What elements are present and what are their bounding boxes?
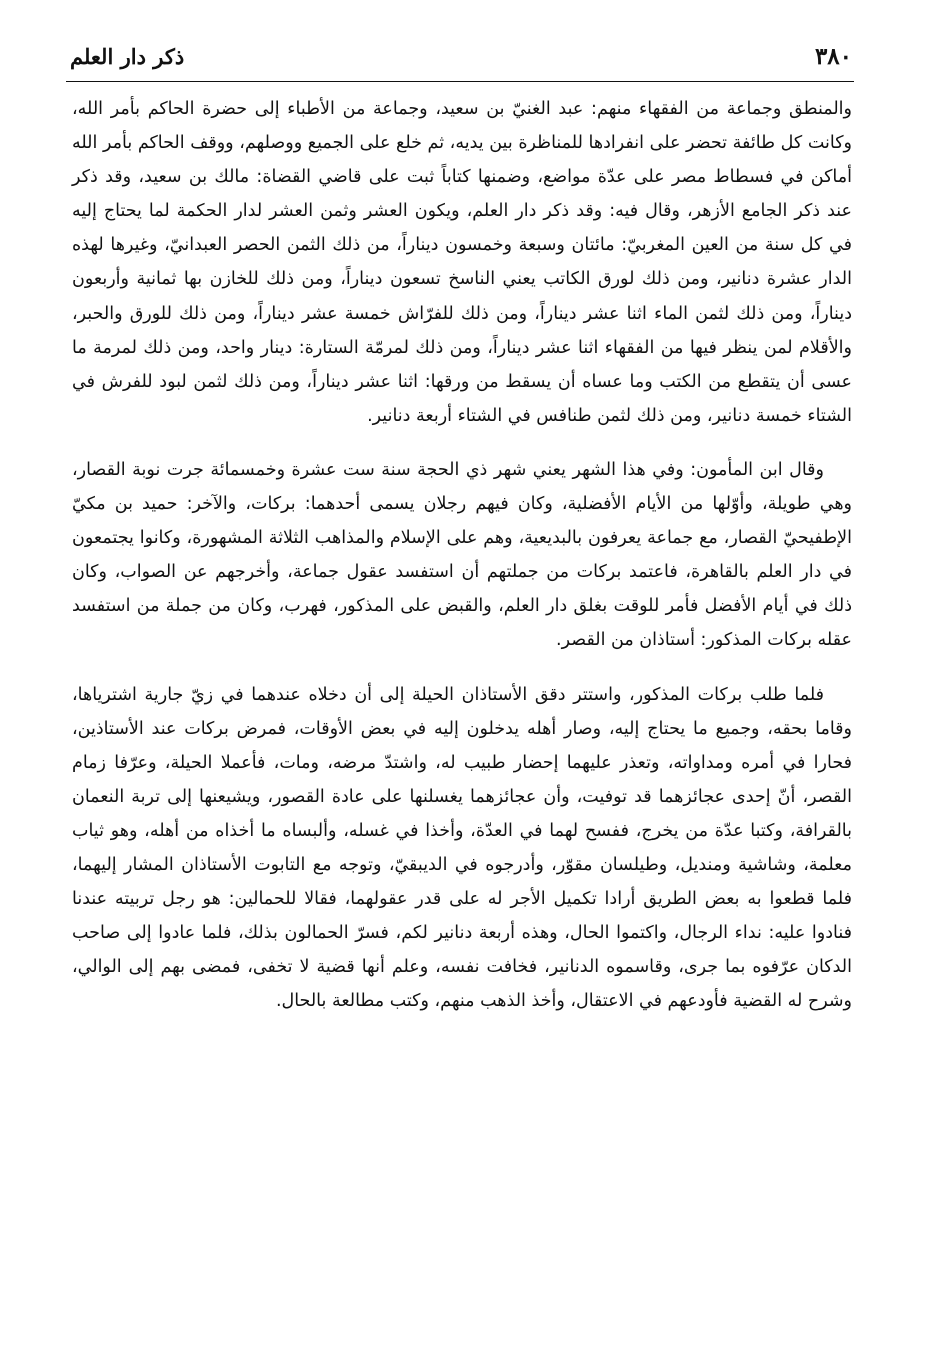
paragraph: وقال ابن المأمون: وفي هذا الشهر يعني شهر ذي الحجة سنة ست عشرة وخمسمائة جرت نوبة القصار، وهي طويلة، وأوّلها من الأيام الأفضلية، وكان فيهم رجلان يسمى أحدهما: بركات، والآخر: حميد بن مكيّ الإطفيحيّ القصار، مع جماعة يعرفون بالبديعية، وهم على الإسلام والمذاهب الثلاثة المشهورة، وكانوا يجتمعون في دار العلم بالقاهرة، فاعتمد بركات من جملتهم أن استفسد عقول جماعة، وأخرجهم عن الصواب، وكان ذلك في أيام الأفضل فأمر للوقت بغلق دار العلم، والقبض على المذكور، فهرب، وكان من جملة من استفسد عقله بركات المذكور: أستاذان من القصر. xyxy=(72,459,852,651)
body-text xyxy=(72,92,852,1038)
running-title: ذكر دار العلم xyxy=(70,43,185,69)
page-number: ٣٨٠ xyxy=(814,42,852,70)
paragraph: والمنطق وجماعة من الفقهاء منهم: عبد الغنيّ بن سعيد، وجماعة من الأطباء إلى حضرة الحاكم بأمر الله، وكانت كل طائفة تحضر على انفرادها للمناظرة بين يديه، ثم خلع على الجميع ووصلهم، ووقف الحاكم بأمر الله أماكن في فسطاط مصر على عدّة مواضع، وضمنها كتاباً ثبت على قاضي القضاة: مالك بن سعيد، وقد ذكر عند ذكر الجامع الأزهر، وقال فيه: وقد ذكر دار العلم، ويكون العشر وثمن العشر لدار الحكمة لما يحتاج إليه في كل سنة من العين المغربيّ: مائتان وسبعة وخمسون ديناراً، من ذلك الثمن الحصر العبدانيّ، وغيرها لهذه الدار عشرة دنانير، ومن ذلك لورق الكاتب يعني الناسخ تسعون ديناراً، ومن ذلك للخازن بها ثمانية وأربعون ديناراً، ومن ذلك لثمن الماء اثنا عشر ديناراً، ومن ذلك للفرّاش خمسة عشر ديناراً، ومن ذلك للورق والحبر، والأقلام لمن ينظر فيها من الفقهاء اثنا عشر ديناراً، ومن ذلك لمرمّة الستارة: دينار واحد، ومن ذلك لمرمة ما عسى أن يتقطع من الكتب وما عساه أن يسقط من ورقها: اثنا عشر ديناراً، ومن ذلك لثمن لبود للفرش في الشتاء خمسة دنانير، ومن ذلك لثمن طنافس في الشتاء أربعة دنانير. xyxy=(72,99,852,426)
paragraph: فلما طلب بركات المذكور، واستتر دقق الأستاذان الحيلة إلى أن دخلاه عندهما في زيّ جارية اشترياها، وقاما بحقه، وجميع ما يحتاج إليه، وصار أهله يدخلون إليه في بعض الأوقات، فمرض بركات عند الأستاذين، فحارا في أمره ومداواته، وتعذر عليهما إحضار طبيب له، واشتدّ مرضه، ومات، فأعملا الحيلة، وعرّفا زمام القصر، أنّ إحدى عجائزهما قد توفيت، وأن عجائزهما يغسلنها على عادة القصور، ويشيعنها إلى تربة النعمان بالقرافة، وكتبا عدّة من يخرج، ففسح لهما في العدّة، وأخذا في غسله، وألبساه ما أخذاه من أهله، وهو ثياب معلمة، وشاشية ومنديل، وطيلسان مقوّر، وأدرجوه في الديبقيّ، وتوجه مع التابوت الأستاذان المشار إليهما، فلما قطعوا به بعض الطريق أرادا تكميل الأجر له على قدر عقولهما، فقالا للحمالين: هو رجل تربيته عندنا فنادوا عليه: نداء الرجال، واكتموا الحال، وهذه أربعة دنانير لكم، فسرّ الحمالون بذلك، فلما عادوا إلى صاحب الدكان عرّفوه بما جرى، وقاسموه الدنانير، فخافت نفسه، وعلم أنها قضية لا تخفى، فمضى بهم إلى الوالي، وشرح له القضية فأودعهم في الاعتقال، وأخذ الذهب منهم، وكتب مطالعة بالحال. xyxy=(72,684,852,1012)
page-header xyxy=(70,36,852,76)
header-rule xyxy=(66,81,854,82)
